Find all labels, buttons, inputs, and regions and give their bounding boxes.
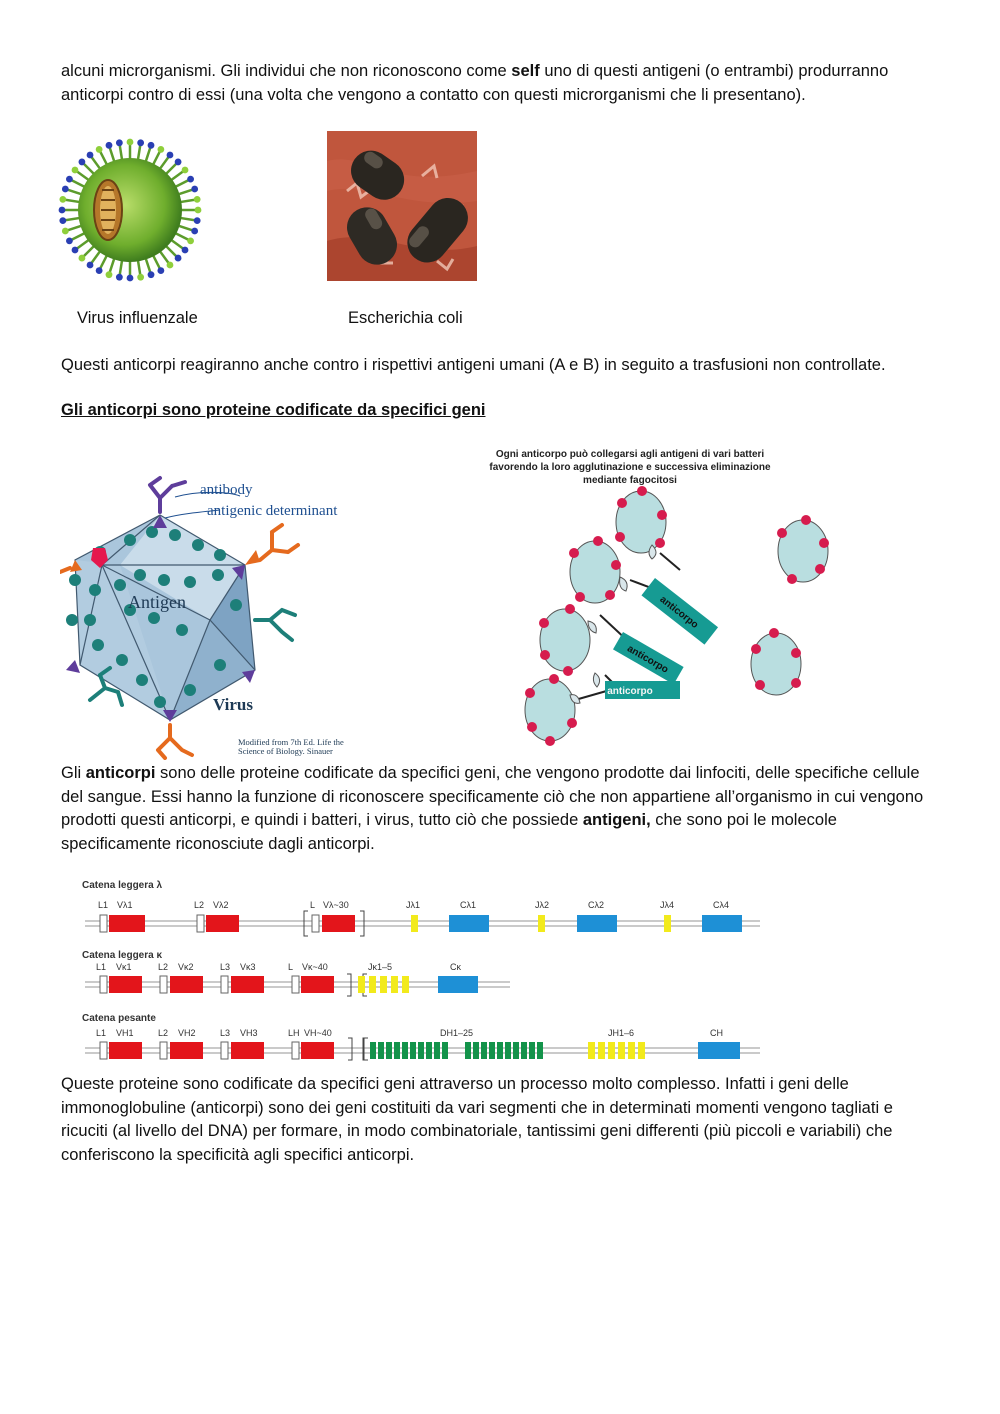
gene-segment-label: VH2 (178, 1028, 196, 1038)
gene-segment-label: LH (288, 1028, 300, 1038)
d-segment (434, 1042, 440, 1059)
antibody-label-2: anticorpo (625, 643, 671, 676)
virus-spike-tip (79, 255, 86, 262)
gene-segment-label: L (310, 900, 316, 910)
text-run: uno di questi antigeni (o entrambi) produrranno anticorpi contro di essi (una volta che vengono a contatto con questi microrganismi che li presentano). (61, 62, 889, 104)
d-segment (489, 1042, 495, 1059)
virus-spike-tip (59, 207, 66, 214)
v-segment (301, 976, 334, 993)
j-segment (588, 1042, 595, 1059)
j-segment (618, 1042, 625, 1059)
virus-spike-tip (127, 139, 134, 146)
v-segment (322, 915, 355, 932)
virus-spike-tip (96, 146, 103, 153)
gene-segment-label: JH1–6 (608, 1028, 635, 1038)
virus-spike-tip (195, 207, 202, 214)
virus-spike-tip (167, 262, 174, 269)
d-segment (426, 1042, 432, 1059)
leader-segment (100, 1042, 107, 1059)
virus-spike-tip (72, 167, 79, 174)
paragraph-intro (61, 60, 941, 107)
j-segment (628, 1042, 635, 1059)
text-run: Gli (61, 764, 86, 782)
gene-segment-label: VH3 (240, 1028, 258, 1038)
j-segment (538, 915, 545, 932)
virus-spike-tip (59, 217, 66, 224)
leader-segment (221, 1042, 228, 1059)
j-segment (380, 976, 387, 993)
virus-spike-tip (137, 274, 144, 281)
j-segment (664, 915, 671, 932)
gene-segment-label: Vκ3 (240, 962, 256, 972)
virus-spike-tip (194, 196, 201, 203)
d-segment (481, 1042, 487, 1059)
d-segment (529, 1042, 535, 1059)
gene-segment-label: L (288, 962, 294, 972)
gene-segment-label: L2 (194, 900, 205, 910)
leader-segment (100, 976, 107, 993)
d-segment (521, 1042, 527, 1059)
v-segment (206, 915, 239, 932)
c-segment (702, 915, 742, 932)
j-segment (402, 976, 409, 993)
credit-line-1: Modified from 7th Ed. Life the (238, 737, 344, 747)
virus-spike-tip (191, 228, 198, 235)
gene-segment-label: DH1–25 (440, 1028, 474, 1038)
gene-segment-label: L3 (220, 1028, 231, 1038)
d-segment (497, 1042, 503, 1059)
virus-spike-tip (87, 152, 94, 159)
caption-ecoli: Escherichia coli (348, 309, 463, 327)
virus-spike-tip (187, 176, 194, 183)
section-heading: Gli anticorpi sono proteine codificate da specifici geni (61, 401, 486, 419)
d-segment (370, 1042, 376, 1059)
leader-segment (221, 976, 228, 993)
virus-spike-tip (167, 152, 174, 159)
v-segment (170, 976, 203, 993)
leader-segment (100, 915, 107, 932)
gene-segment-label: CH (710, 1028, 723, 1038)
caption-virus: Virus influenzale (77, 309, 198, 327)
virus-spike-tip (191, 186, 198, 193)
escherichia-coli-image (327, 131, 477, 281)
aggl-title-line-1: Ogni anticorpo può collegarsi agli antigeni di vari batteri (495, 449, 765, 460)
gene-segment-label: Vκ~40 (302, 962, 328, 972)
virus-spike-tip (194, 217, 201, 224)
c-segment (698, 1042, 740, 1059)
gene-segment-label: Cλ2 (588, 900, 605, 910)
virus-spike-tip (116, 139, 123, 146)
leader-segment (292, 1042, 299, 1059)
virus-spike-tip (157, 267, 164, 274)
v-segment (231, 976, 264, 993)
virus-spike-tip (62, 186, 69, 193)
j-segment (598, 1042, 605, 1059)
virus-spike-tip (182, 247, 189, 254)
gene-segment-label: Jκ1–5 (368, 962, 393, 972)
virus-spike-tip (72, 247, 79, 254)
gene-segment-label: L3 (220, 962, 231, 972)
antibody-label-1: anticorpo (657, 594, 701, 631)
virus-spike-tip (148, 142, 155, 149)
leader-segment (292, 976, 299, 993)
gene-segment-label: L2 (158, 1028, 169, 1038)
leader-segment (160, 976, 167, 993)
text-run: che sono poi le molecole specificamente riconosciute dagli anticorpi. (61, 811, 837, 853)
gene-segment-label: Jλ2 (535, 900, 550, 910)
d-segment (378, 1042, 384, 1059)
v-segment (301, 1042, 334, 1059)
label-antigen: Antigen (128, 592, 186, 612)
gene-segment-label: Vλ2 (213, 900, 229, 910)
d-segment (505, 1042, 511, 1059)
d-segment (394, 1042, 400, 1059)
virus-spike-tip (182, 167, 189, 174)
d-segment (402, 1042, 408, 1059)
kappa-chain-title: Catena leggera κ (82, 950, 163, 961)
text-run: sono delle proteine codificate da specifici geni, che vengono prodotte dai linfociti, delle specifiche cellule del sangue. Essi hanno la funzione di riconoscere specificamente ciò che non appartiene all’organismo in cui vengono prodotti questi anticorpi, e quindi i batteri, i virus, tutto ciò che possiede (61, 764, 924, 829)
d-segment (537, 1042, 543, 1059)
gene-segment-label: Jλ1 (406, 900, 421, 910)
gene-segment-label: L1 (98, 900, 109, 910)
j-segment (608, 1042, 615, 1059)
gene-segment-label: Vλ~30 (323, 900, 349, 910)
gene-segment-label: Vλ1 (117, 900, 133, 910)
influenza-virus-image (58, 138, 203, 283)
virus-spike-tip (157, 146, 164, 153)
credit-line-2: Science of Biology. Sinauer (238, 746, 333, 756)
c-segment (577, 915, 617, 932)
virus-spike-tip (106, 271, 113, 278)
j-segment (411, 915, 418, 932)
virus-spike-tip (175, 159, 182, 166)
virus-spike-tip (175, 255, 182, 262)
gene-segment-label: Cλ1 (460, 900, 477, 910)
gene-segment-label: VH~40 (304, 1028, 332, 1038)
virus-spike-tip (148, 271, 155, 278)
label-antigenic-determinant: antigenic determinant (207, 503, 338, 519)
virus-spike-tip (66, 237, 73, 244)
bold-self: self (511, 62, 540, 80)
virus-spike-tip (62, 228, 69, 235)
virus-spike-tip (87, 262, 94, 269)
paragraph-antibodies (61, 762, 941, 856)
paragraph-transfusion: Questi anticorpi reagiranno anche contro i rispettivi antigeni umani (A e B) in seguito a trasfusioni non controllate. (61, 356, 886, 374)
antigen-virus-diagram (60, 470, 365, 760)
d-segment (473, 1042, 479, 1059)
gene-segment-label: L1 (96, 962, 107, 972)
v-segment (109, 976, 142, 993)
paragraph-gene-recombination: Queste proteine sono codificate da specifici geni attraverso un processo molto complesso. Infatti i geni delle immonoglobuline (anticorpi) sono dei geni costituiti da vari segmenti che in determinati momenti vengono tagliati e ricuciti (al livello del DNA) per formare, in modo combinatoriale, tantissimi geni differenti (più piccoli e variabili) che conferiscono la specificità agli specifici anticorpi. (61, 1075, 893, 1164)
leader-segment (160, 1042, 167, 1059)
gene-segment-label: Cκ (450, 962, 461, 972)
leader-segment (197, 915, 204, 932)
v-segment (170, 1042, 203, 1059)
gene-segment-label: Vκ1 (116, 962, 132, 972)
label-antibody: antibody (200, 482, 253, 498)
d-segment (418, 1042, 424, 1059)
virus-spike-tip (127, 275, 134, 282)
gene-segment-label: Vκ2 (178, 962, 194, 972)
gene-segment-label: L2 (158, 962, 169, 972)
gene-segment-label: L1 (96, 1028, 107, 1038)
virus-spike-tip (187, 237, 194, 244)
virus-spike-tip (137, 139, 144, 146)
virus-spike-tip (96, 267, 103, 274)
aggl-title-line-2: favorendo la loro agglutinazione e successiva eliminazione (489, 462, 771, 473)
lambda-chain-title: Catena leggera λ (82, 880, 163, 891)
immunoglobulin-gene-diagram (80, 878, 770, 1068)
d-segment (386, 1042, 392, 1059)
bold-antigeni: antigeni, (582, 811, 651, 829)
aggl-title-line-3: mediante fagocitosi (583, 475, 677, 486)
virus-spike-tip (106, 142, 113, 149)
c-segment (438, 976, 478, 993)
virus-spike-tip (59, 196, 66, 203)
j-segment (358, 976, 365, 993)
heavy-chain-title: Catena pesante (82, 1013, 156, 1024)
j-segment (391, 976, 398, 993)
virus-spike-tip (66, 176, 73, 183)
virus-spike-tip (79, 159, 86, 166)
text-run: alcuni microrganismi. Gli individui che non riconoscono come (61, 62, 512, 80)
virus-spike-tip (116, 274, 123, 281)
v-segment (231, 1042, 264, 1059)
gene-segment-label: Jλ4 (660, 900, 675, 910)
v-segment (109, 1042, 142, 1059)
v-segment (109, 915, 145, 932)
agglutination-diagram (470, 445, 840, 755)
gene-segment-label: VH1 (116, 1028, 134, 1038)
j-segment (638, 1042, 645, 1059)
d-segment (513, 1042, 519, 1059)
d-segment (442, 1042, 448, 1059)
label-virus: Virus (213, 695, 253, 714)
c-segment (449, 915, 489, 932)
antibody-label-3: anticorpo (607, 686, 653, 697)
bold-anticorpi: anticorpi (85, 764, 156, 782)
leader-segment (312, 915, 319, 932)
j-segment (369, 976, 376, 993)
d-segment (410, 1042, 416, 1059)
gene-segment-label: Cλ4 (713, 900, 730, 910)
d-segment (465, 1042, 471, 1059)
